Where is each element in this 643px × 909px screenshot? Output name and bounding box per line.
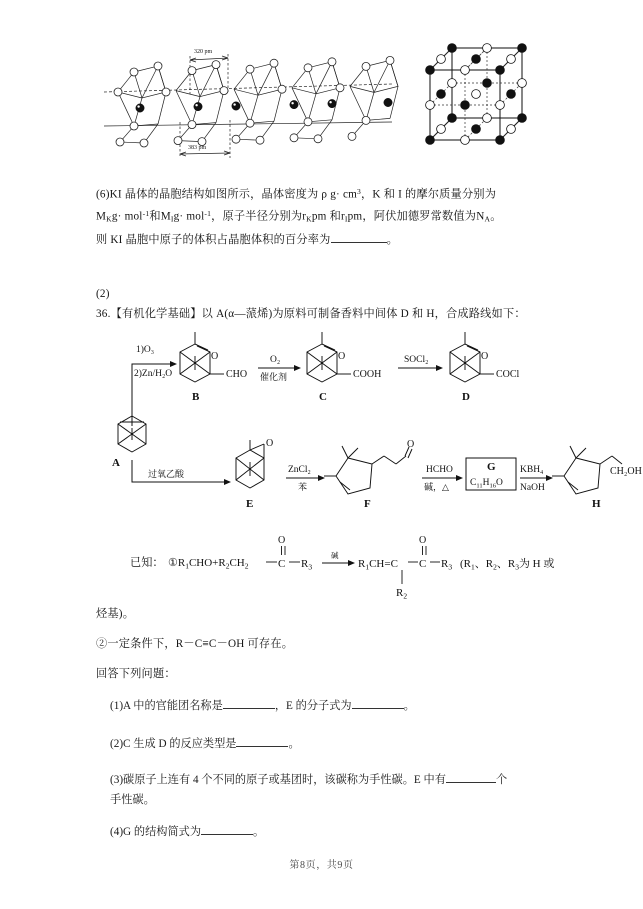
reagent-f-to-g-2: 碱，△	[424, 483, 449, 493]
known-carbonyl-o-1: O	[278, 535, 286, 546]
q6-rk-sub: K	[306, 214, 312, 224]
compound-e-oxygen: O	[266, 438, 274, 449]
compound-label-c: C	[319, 391, 327, 403]
known-product-branch-r2: $R_2$	[396, 587, 408, 601]
compound-h-group: CH₂OH	[610, 466, 642, 477]
reagent-e-to-f-2: 苯	[298, 483, 308, 493]
question-6-line-2	[96, 204, 554, 230]
q6-ri-sub: I	[344, 214, 348, 224]
q1-blank-1[interactable]	[223, 708, 275, 709]
compound-b-oxygen: O	[211, 351, 219, 362]
compound-c-oxygen: O	[338, 351, 346, 362]
q3-line-2: 手性碳。	[110, 794, 155, 806]
compound-a-structure	[118, 406, 146, 452]
q6-final-period: 。	[386, 233, 398, 246]
known-condition-1	[130, 535, 560, 608]
q1-mid: ，E 的分子式为	[274, 700, 352, 712]
q1-prefix: (1)A 中的官能团名称是	[110, 700, 223, 712]
q6-radius-text: ，原子半径分别为r	[211, 210, 307, 223]
reagent-e-to-f-1: ZnCl₂	[288, 465, 311, 475]
q6-mol-1-exp: -1	[142, 209, 150, 219]
known-r3-1: $R_3$	[301, 558, 313, 572]
q6-text-c: ，K 和 I 的摩尔质量分别为	[361, 188, 497, 201]
compound-f-structure	[324, 446, 412, 494]
q1-blank-2[interactable]	[352, 708, 404, 709]
question-6-line-1	[96, 182, 554, 204]
sub-question-1	[110, 696, 550, 716]
q6-mk-sub: K	[106, 214, 112, 224]
compound-label-e: E	[246, 498, 254, 510]
q3-line-1	[110, 770, 550, 790]
reagent-b-to-c-2: 催化剂	[260, 373, 288, 383]
reagent-f-to-g-1: HCHO	[426, 465, 453, 475]
compound-e-structure	[236, 440, 264, 488]
compound-d-oxygen: O	[481, 351, 489, 362]
q6-mol-2: mol	[186, 210, 205, 223]
q4-suffix: 。	[253, 826, 265, 838]
q6-mi-sub: I	[170, 214, 174, 224]
known-carbonyl-c-1: C	[278, 558, 286, 570]
chain-dim-bottom-label: 383 pm	[188, 145, 207, 151]
q6-unit-cm: cm	[342, 188, 358, 201]
reagent-c-to-d-1: SOCl₂	[404, 355, 429, 365]
compound-b-group: CHO	[226, 369, 248, 380]
q6-mi-unit: g·	[173, 210, 184, 223]
sub-question-2	[110, 734, 550, 754]
reagent-b-to-c-1: O₂	[270, 355, 281, 365]
q2-suffix: 。	[288, 738, 300, 750]
polyhedra-chain-diagram	[96, 36, 396, 176]
compound-c-group: COOH	[353, 369, 382, 380]
sub-question-4	[110, 822, 550, 842]
reagent-g-to-h-1: KBH₄	[520, 465, 544, 475]
q6-na-sub: A	[484, 214, 491, 224]
q6-text-a: (6)KI 晶体的晶胞结构如图所示，晶体密度为 ρ g·	[96, 188, 340, 201]
q6-mol-1: mol	[124, 210, 143, 223]
q6-mk: M	[96, 210, 107, 223]
known-carbonyl-o-2: O	[419, 535, 427, 546]
q4-prefix: (4)G 的结构简式为	[110, 826, 202, 838]
q1-suffix: 。	[403, 700, 415, 712]
q6-mk-unit: g·	[111, 210, 122, 223]
q3-text-a: (3)碳原子上连有 4 个不同的原子或基团时，该碳称为手性碳。E 中有	[110, 774, 446, 786]
q2-prefix: (2)C 生成 D 的反应类型是	[110, 738, 237, 750]
q3-text-b: 个	[495, 774, 508, 786]
known-condition-2: ②一定条件下，R－C≡C－OH 可存在。	[96, 638, 294, 650]
sub-question-3	[110, 770, 550, 810]
q4-blank[interactable]	[201, 834, 253, 835]
q3-blank[interactable]	[446, 782, 496, 783]
compound-label-h: H	[592, 498, 601, 510]
q6-mi: 和M	[149, 210, 171, 223]
known-tail-text: ($R_1$、$R_2$、$R_3$为 H 或	[460, 558, 555, 572]
ki-crystal-structure-figure	[96, 36, 556, 176]
compound-label-f: F	[364, 498, 371, 510]
compound-label-a: A	[112, 457, 120, 469]
compound-f-oxygen: O	[407, 439, 415, 450]
q6-answer-blank[interactable]	[331, 242, 387, 243]
known-carbonyl-c-2: C	[419, 558, 427, 570]
known-product-left: $R_1CH=C$	[358, 558, 398, 572]
compound-label-b: B	[192, 391, 200, 403]
question-6-block	[96, 182, 554, 250]
reagent-a-to-b-1: 1)O₃	[136, 345, 155, 355]
known-product-r3: $R_3$	[441, 558, 453, 572]
known-reactants: $①R_1CHO+R_2CH_2$	[168, 557, 249, 571]
reagent-g-to-h-2: NaOH	[520, 483, 545, 493]
page-footer: 第8页，共9页	[289, 860, 354, 871]
cubic-unit-cell-diagram	[418, 38, 548, 168]
known-lead: 已知：	[130, 557, 164, 569]
known-condition-1-tail: 烃基)。	[96, 608, 135, 620]
chain-dim-top-label: 320 pm	[194, 49, 213, 55]
q6-text-final: 则 KI 晶胞中原子的体积占晶胞体积的百分率为	[96, 233, 331, 246]
q6-period: 。	[490, 210, 502, 223]
compound-label-d: D	[462, 391, 470, 403]
compound-label-g: G	[487, 461, 496, 473]
answer-questions-lead: 回答下列问题：	[96, 668, 176, 680]
known-arrow-label: 碱	[331, 551, 339, 560]
synthesis-scheme	[110, 330, 642, 530]
compound-d-group: COCl	[496, 369, 520, 380]
q2-blank[interactable]	[236, 746, 288, 747]
q6-mol-2-exp: -1	[204, 209, 212, 219]
q6-unit-cm-exp: 3	[357, 187, 362, 196]
question-36-header: 36.【有机化学基础】以 A(α—蒎烯)为原料可制备香料中间体 D 和 H，合成路线如下：	[96, 308, 526, 320]
reagent-a-to-b-2: 2)Zn/H₂O	[134, 369, 173, 379]
section-marker-2: (2)	[96, 288, 110, 300]
question-6-line-3	[96, 230, 554, 250]
reagent-a-to-e: 过氧乙酸	[148, 470, 185, 480]
q6-avogadro-text: pm，阿伏加德罗常数值为N	[347, 210, 485, 223]
q6-pm-1: pm 和r	[311, 210, 345, 223]
compound-g-formula: $C_{11}H_{16}O$	[470, 478, 503, 490]
